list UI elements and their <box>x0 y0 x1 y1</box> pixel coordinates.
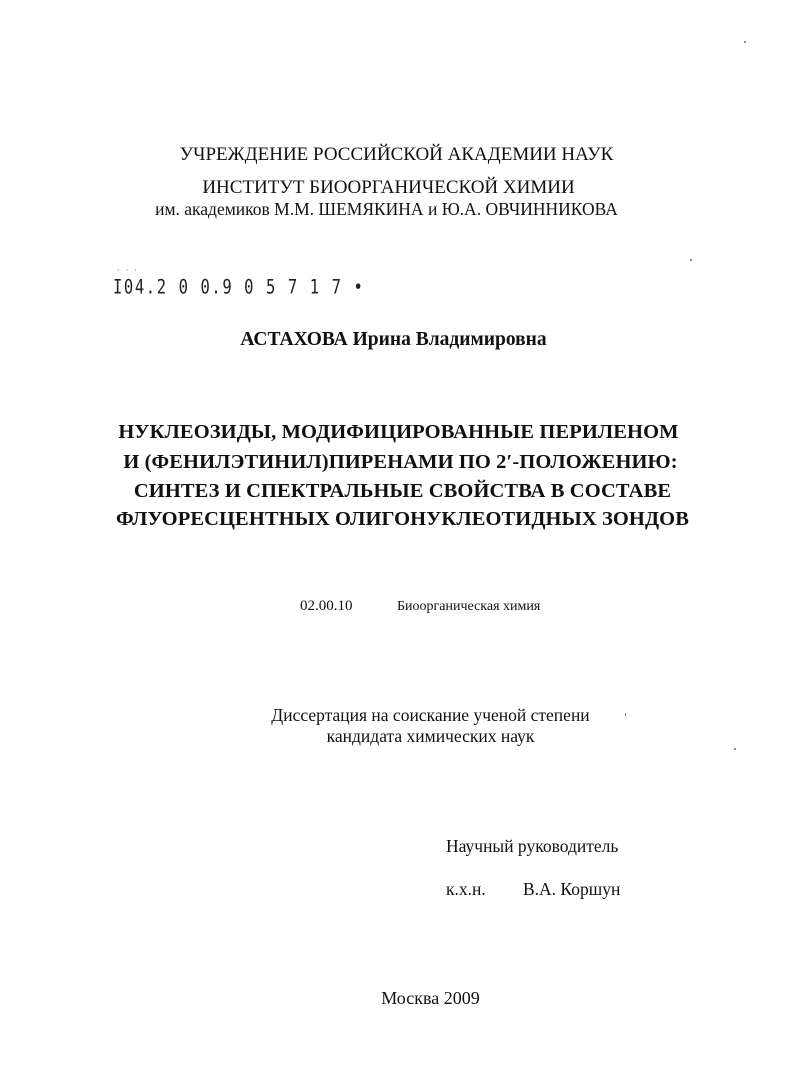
title-line: ФЛУОРЕСЦЕНТНЫХ ОЛИГОНУКЛЕОТИДНЫХ ЗОНДОВ <box>116 508 689 530</box>
supervisor-name: В.А. Коршун <box>523 879 621 899</box>
dissertation-degree-line2: кандидата химических наук <box>326 726 535 746</box>
supervisor-label: Научный руководитель <box>446 836 619 856</box>
title-line: И (ФЕНИЛЭТИНИЛ)ПИРЕНАМИ ПО 2′-ПОЛОЖЕНИЮ: <box>123 451 678 473</box>
specialty-name: Биоорганическая химия <box>397 599 541 614</box>
specialty-code: 02.00.10 <box>300 598 353 614</box>
scan-speck <box>734 748 736 750</box>
scan-speck <box>690 259 692 261</box>
scan-speck <box>625 713 626 716</box>
city-year: Москва 2009 <box>381 988 480 1008</box>
institution-line-academy: УЧРЕЖДЕНИЕ РОССИЙСКОЙ АКАДЕМИИ НАУК <box>179 144 614 165</box>
dissertation-degree-line1: Диссертация на соискание ученой степени <box>271 705 590 725</box>
supervisor-degree: к.х.н. <box>446 879 486 899</box>
title-line: СИНТЕЗ И СПЕКТРАЛЬНЫЕ СВОЙСТВА В СОСТАВЕ <box>133 480 672 502</box>
institution-line-institute: ИНСТИТУТ БИООРГАНИЧЕСКОЙ ХИМИИ <box>202 177 575 198</box>
registration-stamp-number: І04.2 0 0.9 0 5 7 1 7 • <box>113 276 365 299</box>
institution-line-named-after: им. академиков М.М. ШЕМЯКИНА и Ю.А. ОВЧИННИКОВА <box>155 199 618 219</box>
title-line: НУКЛЕОЗИДЫ, МОДИФИЦИРОВАННЫЕ ПЕРИЛЕНОМ <box>118 421 679 443</box>
author-name: АСТАХОВА Ирина Владимировна <box>240 329 547 350</box>
scan-speck <box>744 41 746 43</box>
stamp-dots: · · · <box>117 266 139 275</box>
